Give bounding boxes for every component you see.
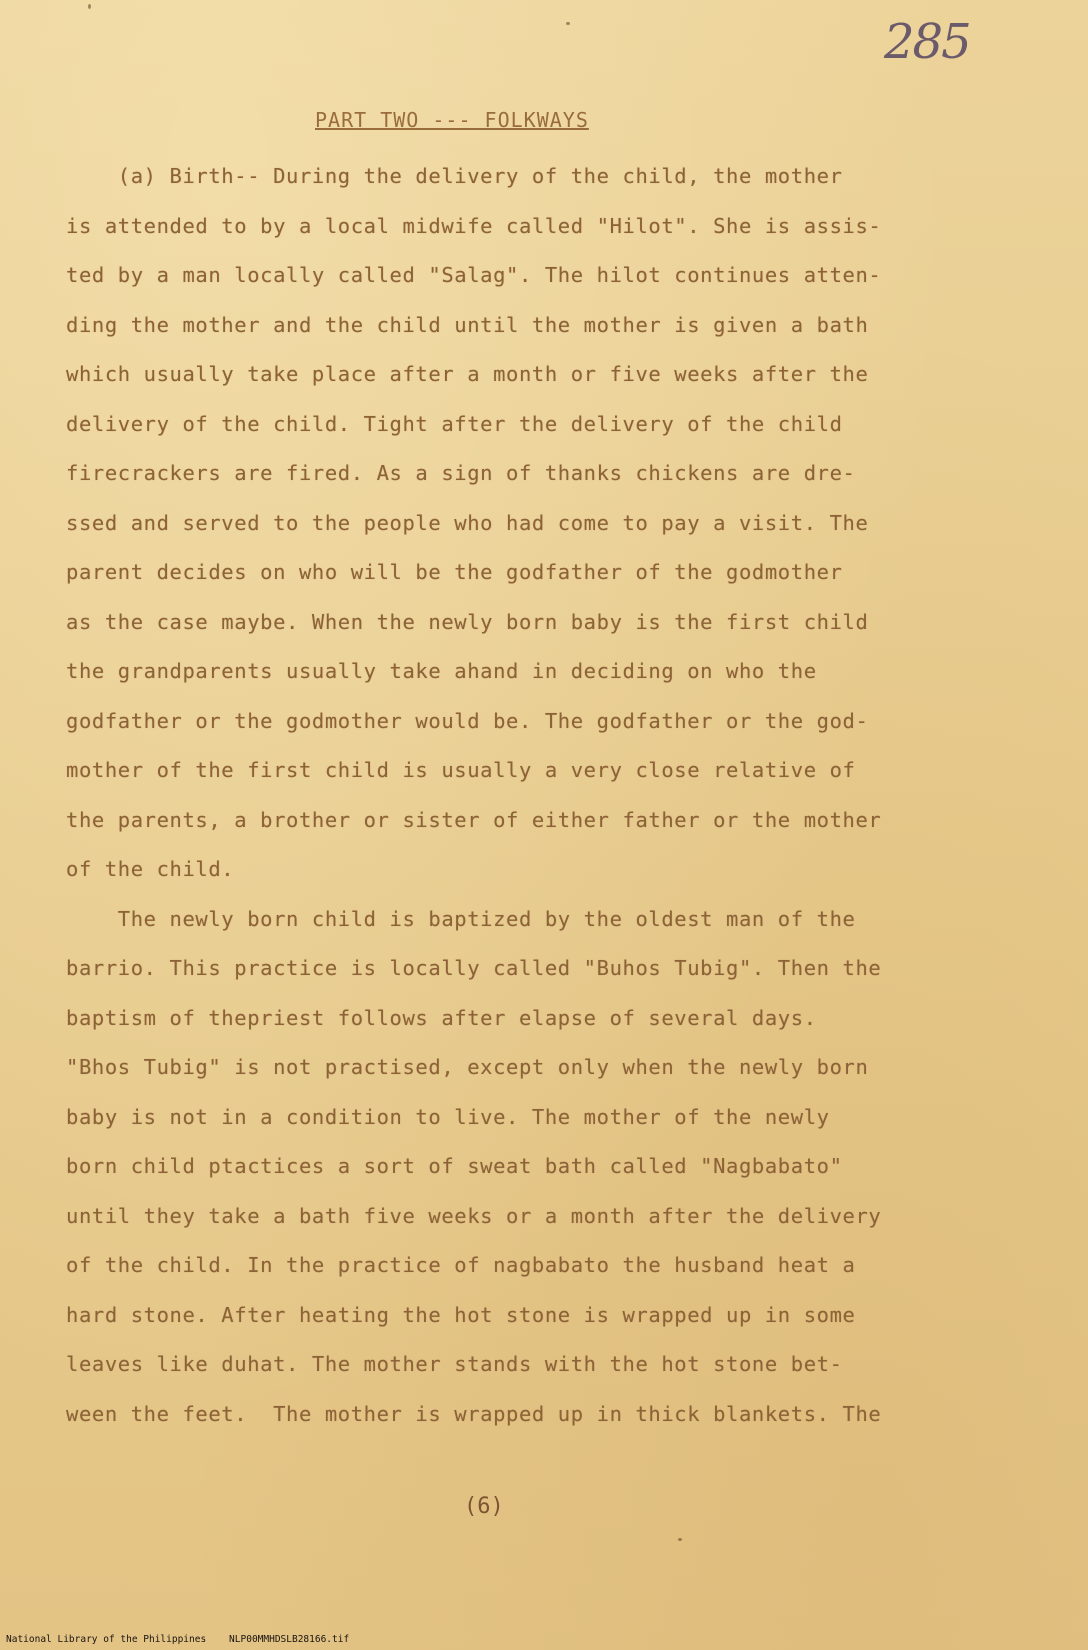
text-line: born child ptactices a sort of sweat bath called "Nagbabato" xyxy=(66,1154,843,1178)
text-line: godfather or the godmother would be. The godfather or the god- xyxy=(66,708,869,733)
text-line: which usually take place after a month or five weeks after the xyxy=(66,362,869,386)
text-line: The newly born child is baptized by the oldest man of the xyxy=(66,906,856,931)
text-line: as the case maybe. When the newly born baby is the first child xyxy=(66,609,869,634)
text-line: until they take a bath five weeks or a month after the delivery xyxy=(66,1203,882,1228)
scan-footer: National Library of the Philippines NLP00MMHDSLB28166.tif xyxy=(6,1634,350,1645)
paper-speck xyxy=(678,1538,682,1541)
text-line: ween the feet. The mother is wrapped up in thick blankets. The xyxy=(66,1401,882,1426)
text-line: hard stone. After heating the hot stone is wrapped up in some xyxy=(66,1302,856,1327)
text-line: baby is not in a condition to live. The mother of the newly xyxy=(66,1104,830,1129)
page-number: (6) xyxy=(464,1494,504,1519)
paper-speck xyxy=(88,4,91,9)
body-text xyxy=(66,152,1036,1439)
text-line: "Bhos Tubig" is not practised, except only when the newly born xyxy=(66,1055,869,1079)
text-line: mother of the first child is usually a very close relative of xyxy=(66,758,856,782)
text-line: the grandparents usually take ahand in deciding on who the xyxy=(66,659,817,683)
text-line: baptism of thepriest follows after elapse of several days. xyxy=(66,1005,817,1030)
section-heading: PART TWO --- FOLKWAYS xyxy=(315,108,589,132)
text-line: (a) Birth-- During the delivery of the child, the mother xyxy=(66,164,843,188)
text-line: of the child. In the practice of nagbabato the husband heat a xyxy=(66,1253,856,1277)
paper-speck xyxy=(566,22,570,25)
text-line: ding the mother and the child until the mother is given a bath xyxy=(66,312,869,337)
text-line: firecrackers are fired. As a sign of thanks chickens are dre- xyxy=(66,461,856,485)
text-line: ssed and served to the people who had come to pay a visit. The xyxy=(66,510,869,535)
text-line: parent decides on who will be the godfather of the godmother xyxy=(66,560,843,584)
text-line: delivery of the child. Tight after the delivery of the child xyxy=(66,411,843,436)
text-line: is attended to by a local midwife called "Hilot". She is assis- xyxy=(66,213,882,238)
text-line: barrio. This practice is locally called "Buhos Tubig". Then the xyxy=(66,956,882,980)
text-line: ted by a man locally called "Salag". The hilot continues atten- xyxy=(66,263,882,287)
handwritten-page-number: 285 xyxy=(884,14,970,70)
text-line: leaves like duhat. The mother stands with the hot stone bet- xyxy=(66,1352,843,1376)
text-line: of the child. xyxy=(66,857,235,881)
text-line: the parents, a brother or sister of either father or the mother xyxy=(66,807,882,832)
